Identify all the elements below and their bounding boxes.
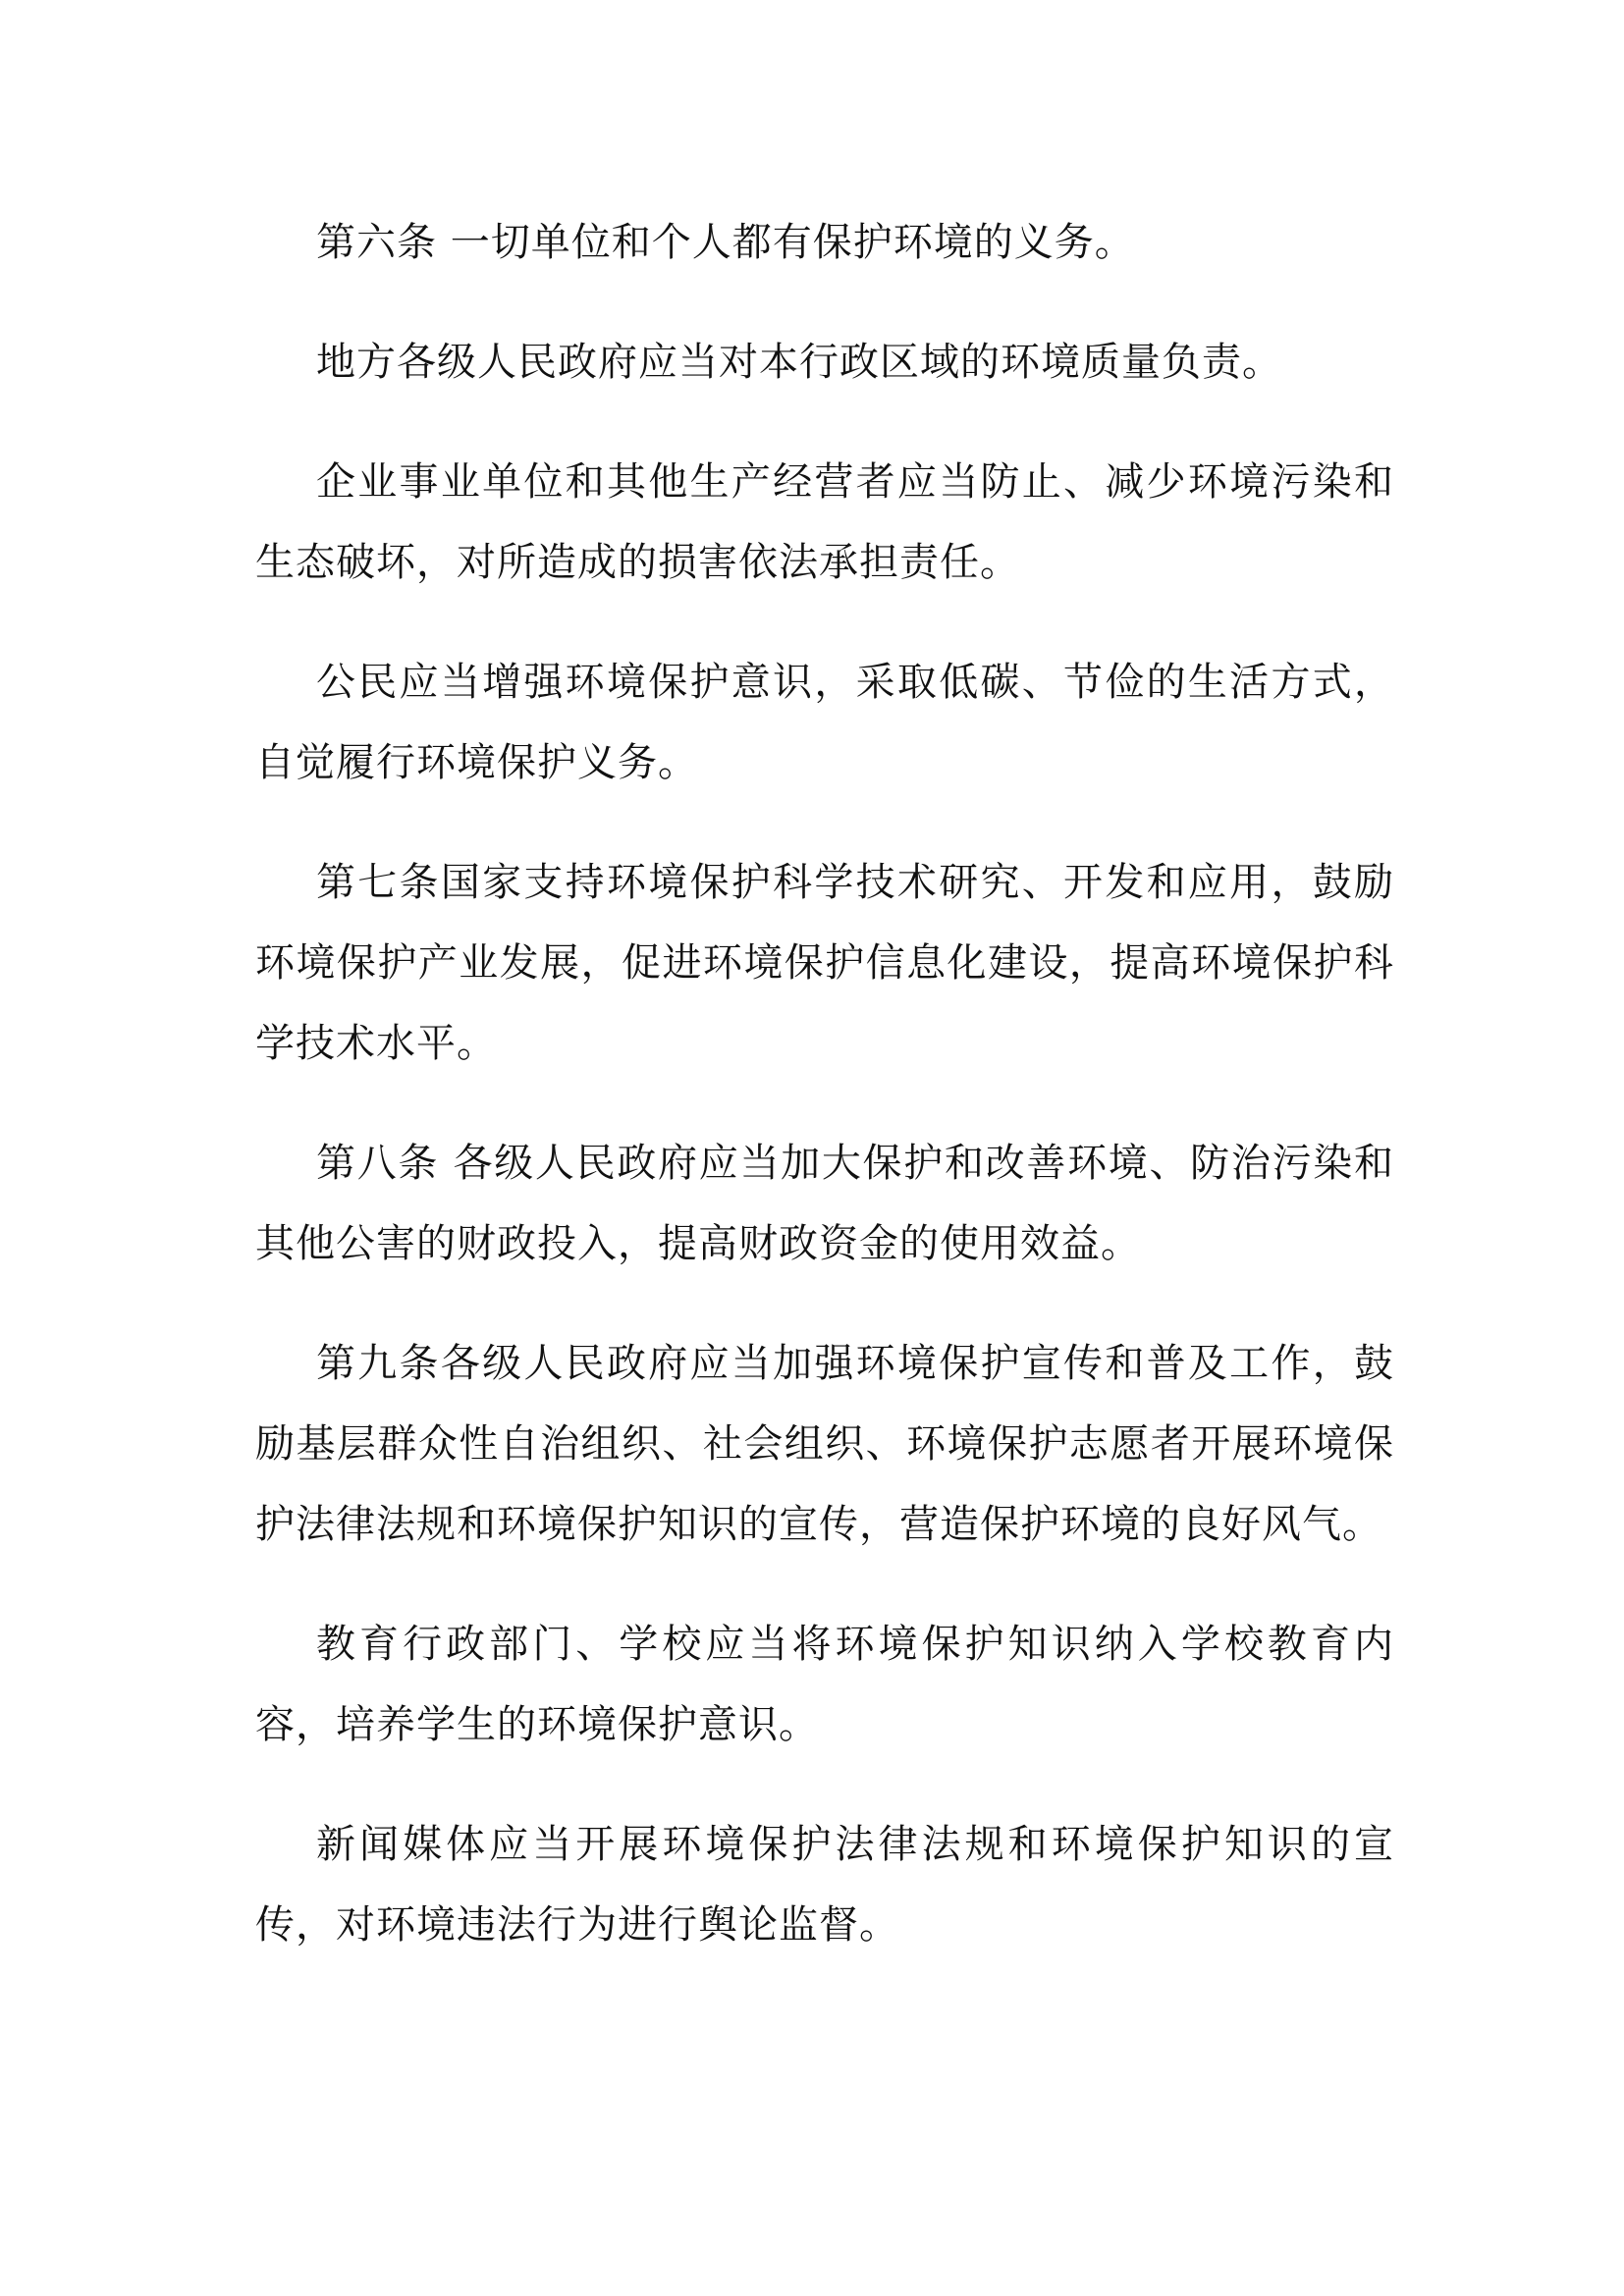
document-body bbox=[255, 202, 1394, 1965]
paragraph-education: 教育行政部门、学校应当将环境保护知识纳入学校教育内容，培养学生的环境保护意识。 bbox=[255, 1622, 1394, 1747]
paragraph-media: 新闻媒体应当开展环境保护法律法规和环境保护知识的宣传，对环境违法行为进行舆论监督。 bbox=[255, 1822, 1394, 1948]
paragraph-enterprises: 企业事业单位和其他生产经营者应当防止、减少环境污染和生态破坏，对所造成的损害依法承担责任。 bbox=[255, 459, 1394, 585]
paragraph-article-7: 第七条国家支持环境保护科学技术研究、开发和应用，鼓励环境保护产业发展，促进环境保护信息化建设，提高环境保护科学技术水平。 bbox=[255, 860, 1394, 1066]
paragraph-article-8: 第八条 各级人民政府应当加大保护和改善环境、防治污染和其他公害的财政投入，提高财政资金的使用效益。 bbox=[255, 1141, 1394, 1266]
paragraph-article-9: 第九条各级人民政府应当加强环境保护宣传和普及工作，鼓励基层群众性自治组织、社会组织、环境保护志愿者开展环境保护法律法规和环境保护知识的宣传，营造保护环境的良好风气。 bbox=[255, 1341, 1394, 1547]
paragraph-local-government: 地方各级人民政府应当对本行政区域的环境质量负责。 bbox=[316, 340, 1282, 385]
paragraph-article-6: 第六条 一切单位和个人都有保护环境的义务。 bbox=[316, 220, 1135, 265]
paragraph-citizens: 公民应当增强环境保护意识，采取低碳、节俭的生活方式，自觉履行环境保护义务。 bbox=[255, 660, 1394, 785]
